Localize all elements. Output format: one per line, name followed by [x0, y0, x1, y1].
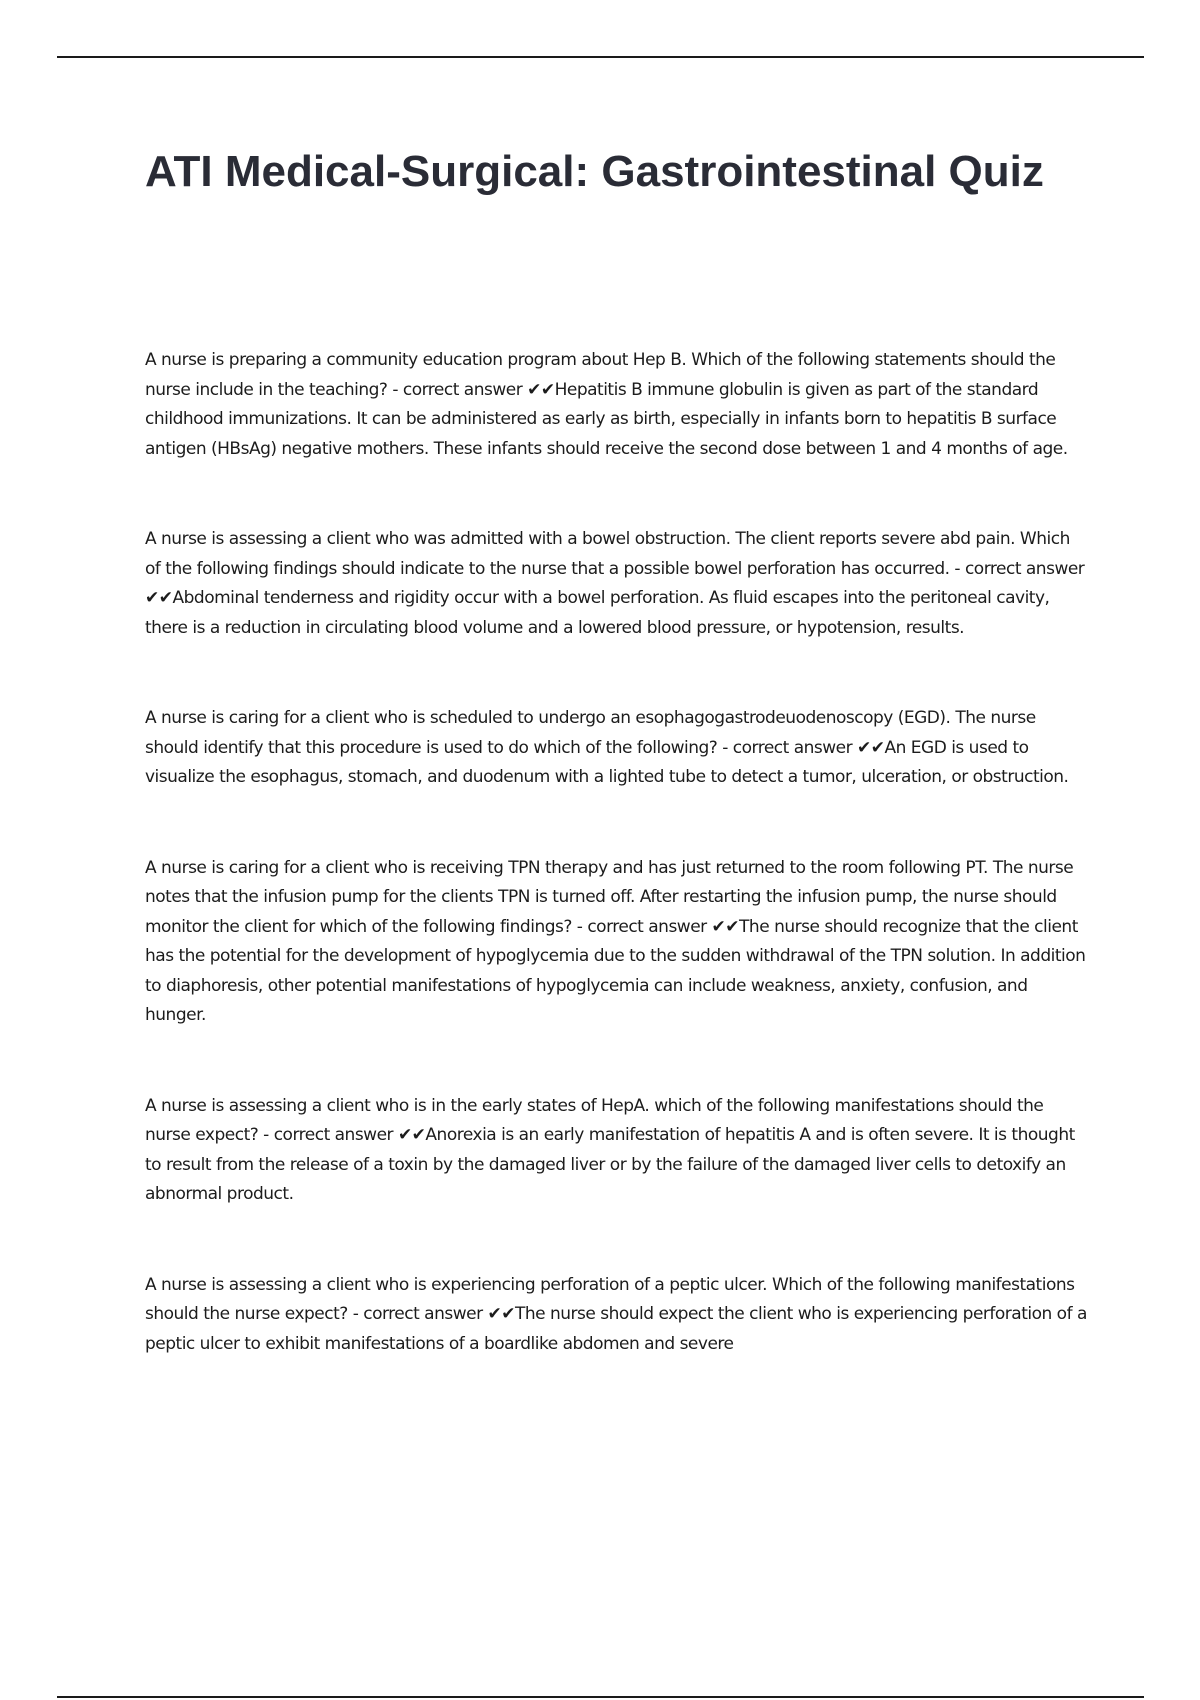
question-answer-5: A nurse is assessing a client who is in the early states of HepA. which of the following manifestations should the nurse expect? - correct answer ✔✔Anorexia is an early manifestation of hepatitis A and is often severe. It is thought to result from the release of a toxin by the damaged liver or by the failure of the damaged liver cells to detoxify an abnormal product. — [145, 1095, 1075, 1204]
bottom-rule — [57, 1696, 1144, 1698]
document-title: ATI Medical-Surgical: Gastrointestinal Quiz — [145, 147, 1044, 196]
question-answer-3: A nurse is caring for a client who is scheduled to undergo an esophagogastrodeuodenoscopy (EGD). The nurse should identify that this procedure is used to do which of the following? - correct answer ✔✔An EGD is used to visualize the esophagus, stomach, and duodenum with a lighted tube to detect a tumor, ulceration, or obstruction. — [145, 708, 1069, 787]
top-rule — [57, 56, 1144, 58]
question-answer-6: A nurse is assessing a client who is experiencing perforation of a peptic ulcer. Which of the following manifestations should the nurse expect? - correct answer ✔✔The nurse should expect the client who is experiencing perforation of a peptic ulcer to exhibit manifestations of a boardlike abdomen and severe — [145, 1274, 1087, 1354]
quiz-content — [145, 346, 1090, 1420]
question-answer-4: A nurse is caring for a client who is receiving TPN therapy and has just returned to the room following PT. The nurse notes that the infusion pump for the clients TPN is turned off. After restarting the infusion pump, the nurse should monitor the client for which of the following findings? - correct answer ✔✔The nurse should recognize that the client has the potential for the development of hypoglycemia due to the sudden withdrawal of the TPN solution. In addition to diaphoresis, other potential manifestations of hypoglycemia can include weakness, anxiety, confusion, and hunger. — [145, 857, 1086, 1025]
question-answer-2: A nurse is assessing a client who was admitted with a bowel obstruction. The client reports severe abd pain. Which of the following findings should indicate to the nurse that a possible bowel perforation has occurred. - correct answer ✔✔Abdominal tenderness and rigidity occur with a bowel perforation. As fluid escapes into the peritoneal cavity, there is a reduction in circulating blood volume and a lowered blood pressure, or hypotension, results. — [145, 529, 1085, 638]
question-answer-1: A nurse is preparing a community education program about Hep B. Which of the following statements should the nurse include in the teaching? - correct answer ✔✔Hepatitis B immune globulin is given as part of the standard childhood immunizations. It can be administered as early as birth, especially in infants born to hepatitis B surface antigen (HBsAg) negative mothers. These infants should receive the second dose between 1 and 4 months of age. — [145, 350, 1068, 459]
